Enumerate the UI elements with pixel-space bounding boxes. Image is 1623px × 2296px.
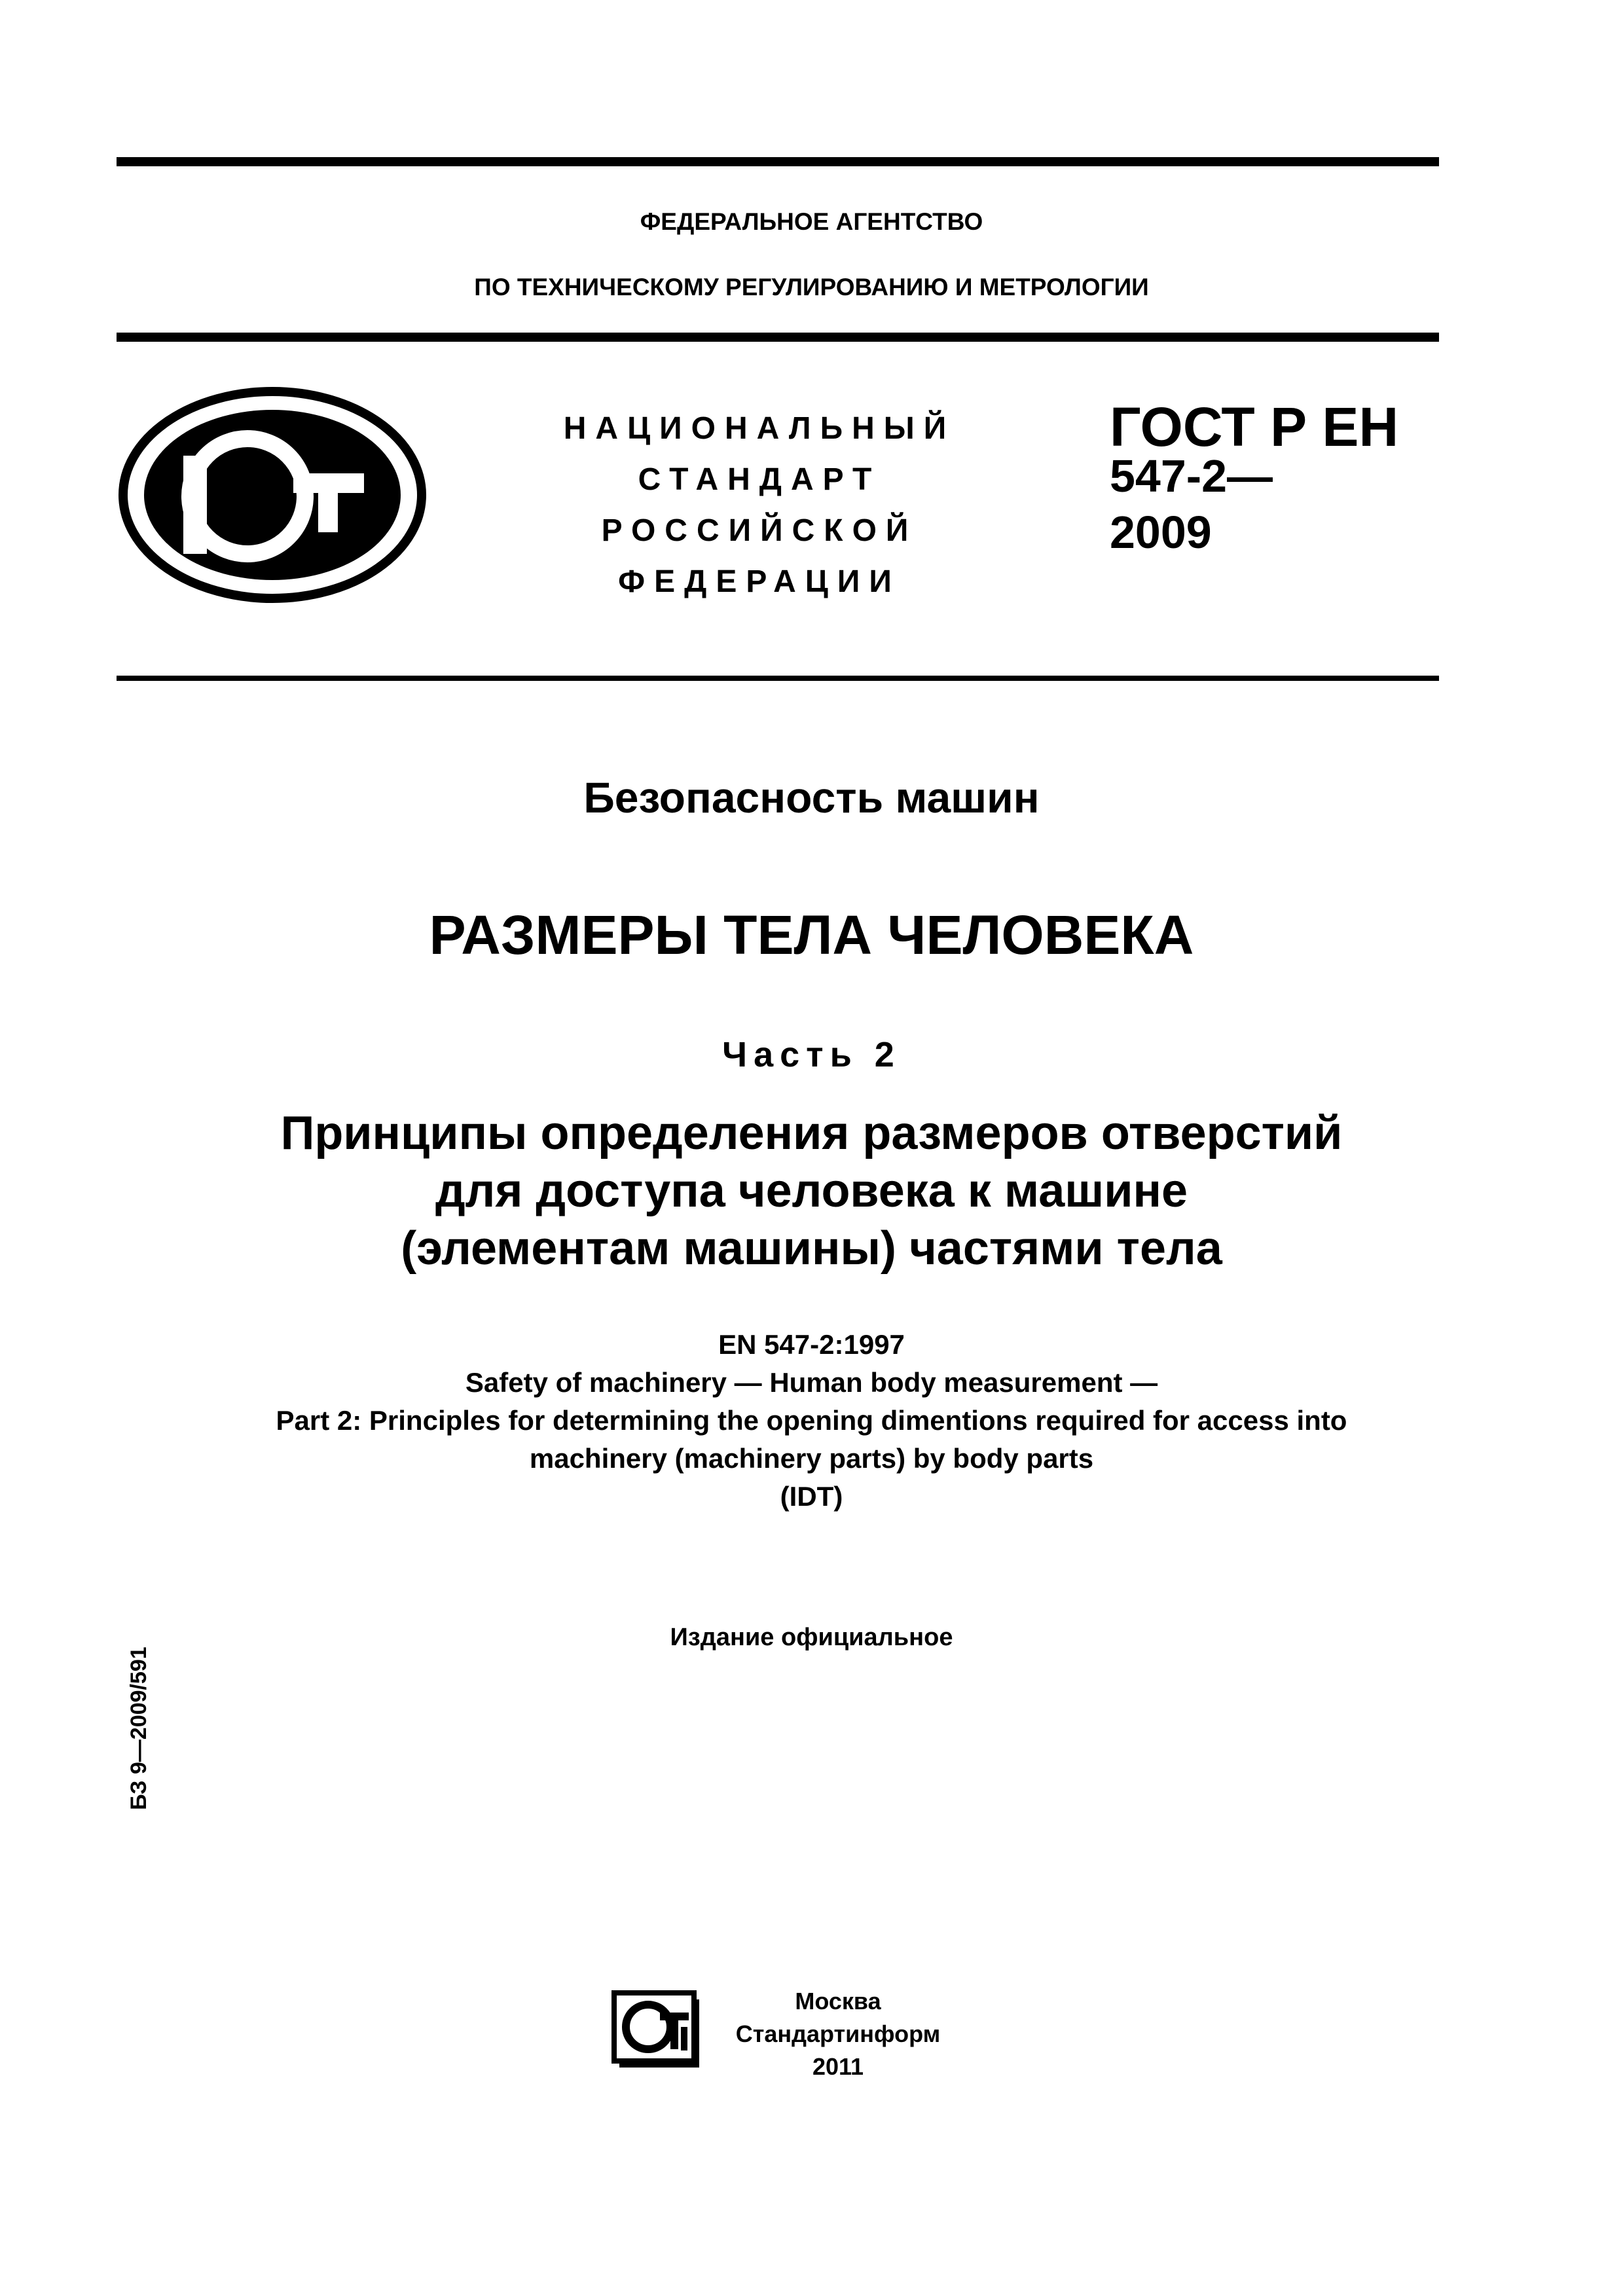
english-line: machinery (machinery parts) by body parts [529,1443,1094,1474]
publisher-year: 2011 [812,2053,864,2080]
subtitle-line: для доступа человека к машине [435,1165,1188,1217]
english-line: Part 2: Principles for determining the opening dimentions required for access into [276,1405,1347,1436]
publisher-name: Стандартинформ [735,2020,941,2047]
subtitle-line: Принципы определения размеров отверстий [280,1107,1343,1159]
national-line: РОССИЙСКОЙ [601,513,918,548]
subtitle-line: (элементам машины) частями тела [401,1222,1222,1275]
publisher-city: Москва [795,1988,881,2014]
gost-code-line-2: 547-2— [1110,450,1273,501]
gost-rst-logo [117,385,428,605]
top-rule [117,157,1439,166]
publisher-block [720,1985,956,2083]
main-title: РАЗМЕРЫ ТЕЛА ЧЕЛОВЕКА [429,904,1194,966]
english-line: (IDT) [780,1481,843,1512]
category-title: Безопасность машин [583,773,1040,822]
side-code: БЗ 9—2009/591 [126,1647,151,1810]
national-standard-block [537,403,982,608]
national-line: СТАНДАРТ [638,462,881,497]
gost-code-line-3: 2009 [1110,507,1212,558]
national-line: НАЦИОНАЛЬНЫЙ [563,411,956,446]
agency-bottom-rule [117,333,1439,342]
english-line: Safety of machinery — Human body measurement — [465,1367,1158,1398]
standard-bottom-rule [117,676,1439,681]
agency-line-1: ФЕДЕРАЛЬНОЕ АГЕНТСТВО [640,208,983,235]
gost-code-line-1: ГОСТ Р ЕН [1110,396,1399,458]
part-title: Часть 2 [722,1035,901,1074]
national-line: ФЕДЕРАЦИИ [618,564,901,599]
english-line: EN 547-2:1997 [718,1329,905,1360]
agency-line-2: ПО ТЕХНИЧЕСКОМУ РЕГУЛИРОВАНИЮ И МЕТРОЛОГИИ [474,274,1149,301]
standartinform-logo [611,1990,704,2070]
edition-label: Издание официальное [670,1624,953,1651]
